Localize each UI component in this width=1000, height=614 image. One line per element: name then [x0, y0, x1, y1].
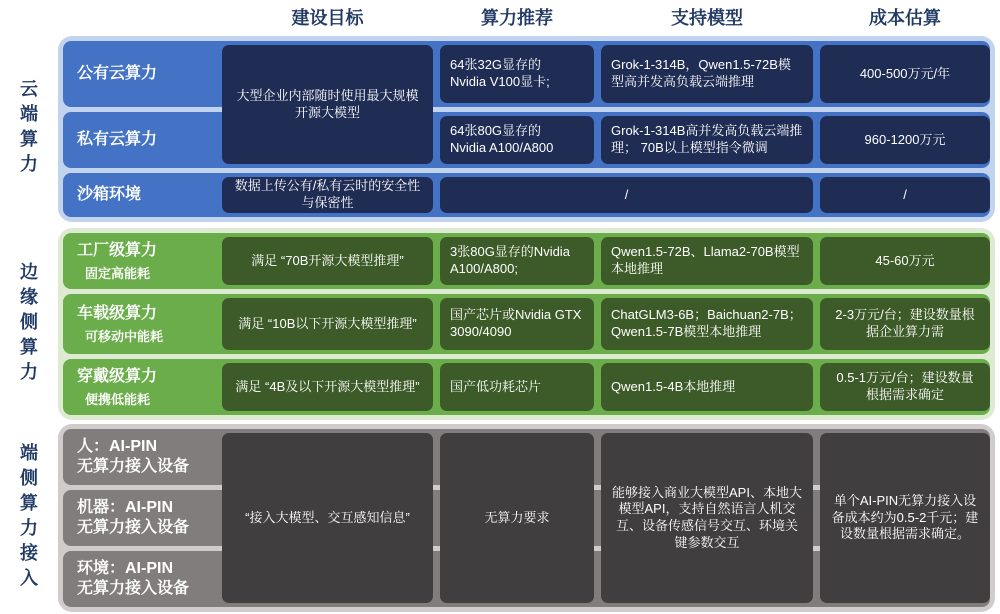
cell-public-cloud-model: Grok-1-314B，Qwen1.5-72B模型高并发高负载云端推理	[601, 45, 813, 103]
cell-device-model: 能够接入商业大模型API、本地大模型API，支持自然语言人机交互、设备传感信号交互、环境关键参数交互	[601, 433, 813, 603]
cell-factory-power: 3张80G显存的Nvidia A100/A800;	[440, 237, 594, 285]
column-header-model: 支持模型	[671, 8, 743, 28]
row-label-sandbox-text: 沙箱环境	[77, 186, 142, 203]
row-label-private-cloud-text: 私有云算力	[77, 131, 158, 148]
row-label-wearable-text: 穿戴级算力	[77, 367, 158, 385]
side-label-cloud-computing: 云端算力	[18, 79, 38, 179]
row-label-factory	[63, 233, 215, 289]
row-label-environment-aipin	[63, 551, 215, 607]
row-label-vehicle	[63, 294, 215, 354]
cell-device-power: 无算力要求	[440, 433, 594, 603]
device-section	[58, 424, 995, 612]
row-label-machine-aipin-text: 机器：AI-PIN 无算力接入设备	[77, 499, 190, 536]
side-label-edge-computing: 边缘侧算力	[18, 261, 38, 387]
row-label-factory-text: 工厂级算力	[77, 241, 158, 259]
cell-wearable-goal: 满足 “4B及以下开源大模型推理”	[222, 363, 433, 411]
cell-sandbox-power-model: /	[440, 177, 813, 213]
column-header-goal: 建设目标	[291, 8, 364, 28]
cell-device-goal: “接入大模型、交互感知信息”	[222, 433, 433, 603]
cell-vehicle-power: 国产芯片或Nvidia GTX 3090/4090	[440, 298, 594, 350]
cell-public-cloud-cost: 400-500万元/年	[820, 45, 990, 103]
row-label-human-aipin	[63, 429, 215, 485]
row-label-environment-aipin-text: 环境：AI-PIN 无算力接入设备	[77, 560, 190, 597]
cell-factory-goal: 满足 “70B开源大模型推理”	[222, 237, 433, 285]
cell-private-cloud-power: 64张80G显存的 Nvidia A100/A800	[440, 116, 594, 164]
row-label-sandbox	[63, 173, 215, 217]
row-sublabel-vehicle: 可移动中能耗	[85, 328, 164, 344]
cell-wearable-model: Qwen1.5-4B本地推理	[601, 363, 813, 411]
cloud-section	[58, 36, 995, 222]
cell-wearable-power: 国产低功耗芯片	[440, 363, 594, 411]
row-sublabel-factory: 固定高能耗	[85, 265, 151, 281]
row-label-human-aipin-text: 人：AI-PIN 无算力接入设备	[77, 438, 190, 475]
cell-sandbox-goal: 数据上传公有/私有云时的安全性与保密性	[222, 177, 433, 213]
row-label-vehicle-text: 车载级算力	[77, 304, 158, 322]
edge-section	[58, 228, 995, 420]
cell-vehicle-goal: 满足 “10B以下开源大模型推理”	[222, 298, 433, 350]
cell-factory-cost: 45-60万元	[820, 237, 990, 285]
cell-sandbox-cost: /	[820, 177, 990, 213]
cell-vehicle-model: ChatGLM3-6B；Baichuan2-7B；Qwen1.5-7B模型本地推理	[601, 298, 813, 350]
row-label-public-cloud-text: 公有云算力	[77, 65, 158, 82]
side-label-device-access: 端侧算力接入	[18, 443, 38, 593]
row-label-machine-aipin	[63, 490, 215, 546]
cell-private-cloud-cost: 960-1200万元	[820, 116, 990, 164]
cell-wearable-cost: 0.5-1万元/台；建设数量根据需求确定	[820, 363, 990, 411]
row-label-public-cloud	[63, 41, 215, 107]
cell-private-cloud-model: Grok-1-314B高并发高负载云端推理； 70B以上模型指令微调	[601, 116, 813, 164]
column-header-power: 算力推荐	[481, 8, 553, 28]
row-label-wearable	[63, 359, 215, 415]
column-header-cost: 成本估算	[869, 8, 941, 28]
cell-factory-model: Qwen1.5-72B、Llama2-70B模型本地推理	[601, 237, 813, 285]
row-sublabel-wearable: 便携低能耗	[85, 391, 151, 407]
cell-cloud-shared-goal: 大型企业内部随时使用最大规模开源大模型	[222, 45, 433, 164]
row-label-private-cloud	[63, 112, 215, 168]
cell-public-cloud-power: 64张32G显存的 Nvidia V100显卡;	[440, 45, 594, 103]
cell-device-cost: 单个AI-PIN无算力接入设备成本约为0.5-2千元；建设数量根据需求确定。	[820, 433, 990, 603]
cell-vehicle-cost: 2-3万元/台；建设数量根据企业算力需	[820, 298, 990, 350]
